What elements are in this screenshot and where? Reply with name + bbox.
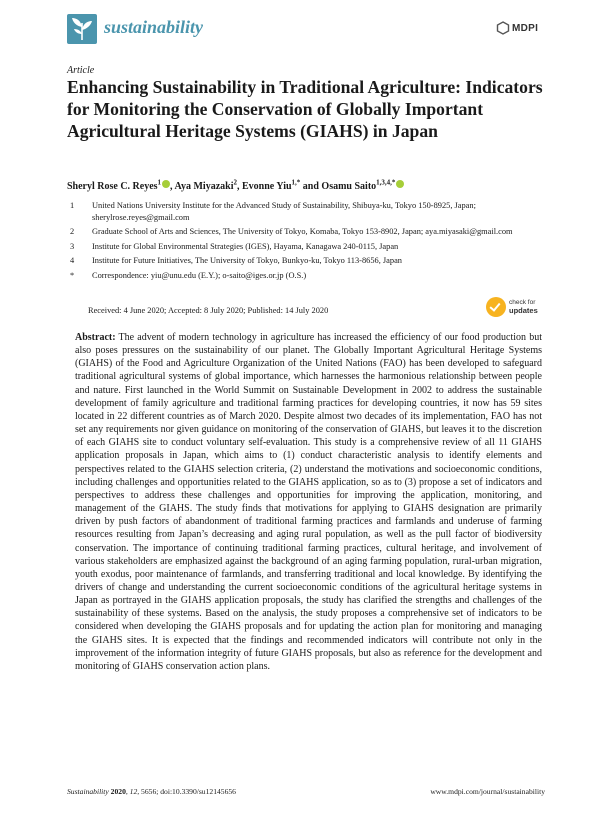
- affiliation-number: 3: [70, 241, 75, 251]
- affiliation-text: Graduate School of Arts and Sciences, The University of Tokyo, Komaba, Tokyo 153-8902, Japan; aya.miyasaki@gmail.com: [92, 227, 513, 237]
- footer-volume: 12: [129, 787, 138, 796]
- author-affiliation-marker: 2: [233, 178, 237, 187]
- footer-journal: Sustainability: [67, 787, 109, 796]
- affiliation-text: Institute for Future Initiatives, The University of Tokyo, Bunkyo-ku, Tokyo 113-8656, Japan: [92, 256, 402, 266]
- footer-doi: , 5656; doi:10.3390/su12145656: [137, 787, 236, 796]
- check-updates-icon: [486, 297, 506, 317]
- author-affiliation-marker: 1,*: [291, 178, 301, 187]
- article-type: Article: [67, 65, 95, 76]
- leaf-logo-icon: [67, 14, 97, 44]
- author-name: Osamu Saito: [321, 181, 377, 192]
- check-for-updates-button[interactable]: [486, 296, 544, 318]
- abstract-label: Abstract:: [75, 332, 116, 343]
- affiliation-item: [67, 255, 557, 267]
- affiliation-number: 2: [70, 227, 75, 237]
- affiliation-number: 4: [70, 256, 75, 266]
- author-name: Aya Miyazaki: [174, 181, 234, 192]
- author-separator: and: [300, 181, 322, 192]
- footer-year: 2020: [110, 787, 126, 796]
- affiliation-item: [67, 270, 557, 282]
- affiliation-item: [67, 241, 557, 253]
- check-updates-line2: updates: [509, 305, 538, 315]
- author-affiliation-marker: 1,3,4,*: [376, 178, 396, 187]
- affiliation-item: [67, 200, 557, 223]
- footer-journal-url[interactable]: www.mdpi.com/journal/sustainability: [430, 787, 545, 796]
- author-separator: ,: [170, 181, 175, 192]
- affiliation-text: United Nations University Institute for the Advanced Study of Sustainability, Shibuya-ku, Tokyo 150-8925, Japan; sherylrose.reyes@gmail.com: [92, 201, 476, 222]
- abstract: [75, 331, 542, 673]
- publisher-logo: [496, 21, 538, 35]
- orcid-icon[interactable]: [162, 180, 170, 188]
- author-list: [67, 180, 547, 192]
- affiliation-text: Institute for Global Environmental Strategies (IGES), Hayama, Kanagawa 240-0115, Japan: [92, 241, 399, 251]
- publisher-hexagon-icon: [496, 21, 510, 35]
- journal-name: sustainability: [104, 17, 204, 37]
- abstract-text: The advent of modern technology in agriculture has increased the efficiency of our food production but also poses pressures on the sustainability of our planet. The Globally Important Agricultural Heritage Systems (GIAHS) of the Food and Agriculture Organization of the United Nations (FAO) has been developed to safeguard traditional agricultural systems of global importance, which harnesses the harmonious relationship between people and nature. First launched in the World Summit on Sustainable Development in 2002 to address the sustainable development of family agriculture and traditional farming practices for developing countries, it now has 59 sites located in 22 different countries as of March 2020. Despite almost two decades of its implementation, FAO has not set any requirements nor given guidance on monitoring of the conservation of GIAHS, but leaves it to the discretion of each GIAHS site to conduct voluntary self-evaluation. This study is a comprehensive review of all 11 GIAHS application proposals in Japan, which aims to (1) conduct characteristic analysis to identify elements and perspectives related to the GIAHS selection criteria, (2) understand the motivations and socioeconomic conditions, including challenges and opportunities related to the GIAHS application, so as to (3) propose a set of indicators and perspectives to address these challenges and opportunities for improving the application, monitoring, and management of the GIAHS. The study finds that motivations for applying to GIAHS designation are primarily driven by push factors of abandonment of traditional farming practices and farmlands and underuse of farming resources resulting from Japan’s decreasing and aging rural population, as well as the pull factor of biodiversity conservation. The importance of continuing traditional farming practices, cultural heritage, and involvement of various stakeholders are emphasized against the background of an aging farming population, rural-urban migration, youth exodus, poor maintenance of farmlands, and transferring traditional and local knowledge. By identifying the drivers of change and understanding the current socioeconomic conditions of the agricultural heritage systems in Japan as portrayed in the GIAHS application proposals, the study has clarified the strengths and challenges of the sustainability of these systems. Based on the analysis, the study proposes a comprehensive set of indicators to be considered when developing the GIAHS proposals and for updating the action plan for monitoring and managing the GIAHS sites. It is expected that the findings and recommended indicators will contribute not only in the improvement of the information integrity of future GIAHS proposals, but also as reference for the development and monitoring of GIAHS conservation action plans.: [75, 332, 542, 672]
- orcid-icon[interactable]: [396, 180, 404, 188]
- affiliation-number: 1: [70, 201, 75, 210]
- footer-citation: Sustainability 2020, 12, 5656; doi:10.3390/su12145656: [67, 787, 236, 796]
- author-separator: ,: [236, 181, 242, 192]
- publisher-name: MDPI: [512, 22, 539, 34]
- publication-dates: Received: 4 June 2020; Accepted: 8 July 2020; Published: 14 July 2020: [88, 306, 329, 315]
- check-updates-line1: check for: [509, 299, 536, 306]
- author-affiliation-marker: 1: [157, 178, 162, 187]
- author-name: Sheryl Rose C. Reyes: [67, 181, 158, 192]
- author-name: Evonne Yiu: [241, 181, 292, 192]
- affiliation-text: Correspondence: yiu@unu.edu (E.Y.); o-saito@iges.or.jp (O.S.): [92, 270, 307, 280]
- article-title: Enhancing Sustainability in Traditional Agriculture: Indicators for Monitoring the Conservation of Globally Important Agricultural Heritage Systems (GIAHS) in Japan: [67, 77, 543, 141]
- affiliation-item: [67, 226, 557, 238]
- affiliations-list: [67, 200, 557, 284]
- affiliation-number: *: [70, 270, 75, 280]
